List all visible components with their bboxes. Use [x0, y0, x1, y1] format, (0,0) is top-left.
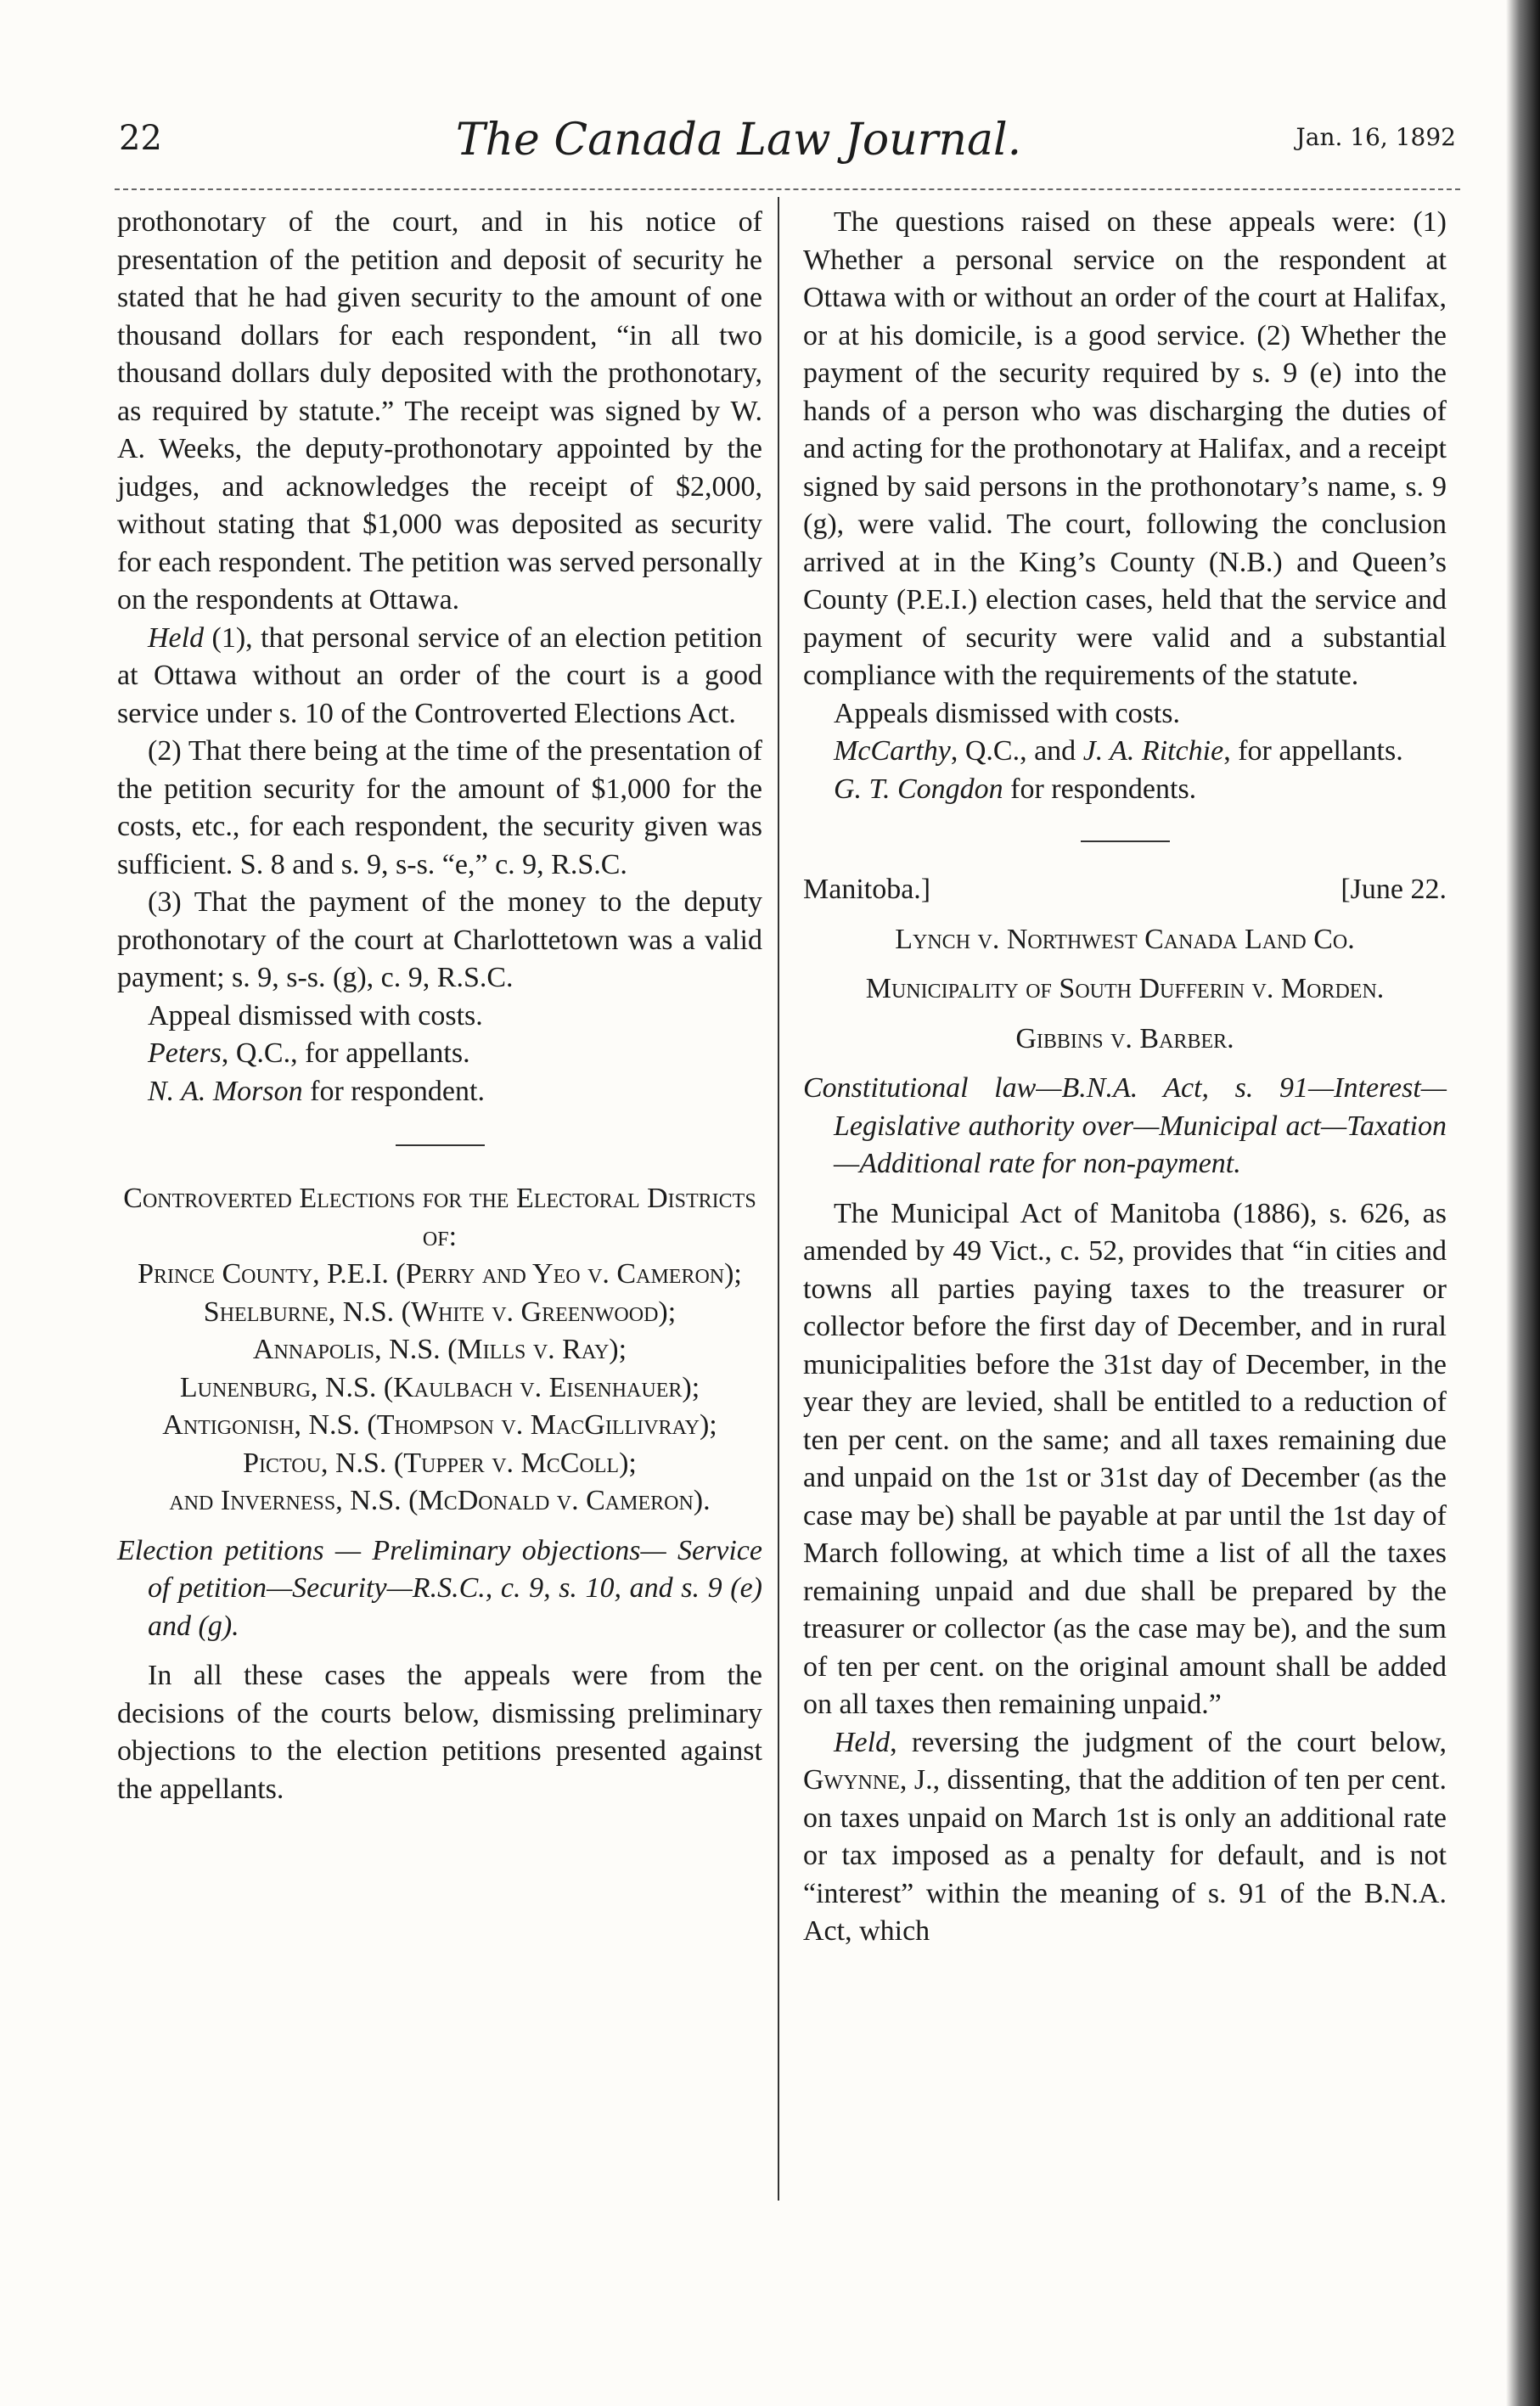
headnote: Constitutional law—B.N.A. Act, s. 91—Interest—Legislative authority over—Municipal act—Taxation—Additional rate for non-payment. — [803, 1072, 1447, 1179]
case-heading-line: Antigonish, N.S. (Thompson v. MacGillivray); — [162, 1409, 717, 1441]
counsel-text: for respondent. — [302, 1075, 485, 1107]
holding-2: (2) That there being at the time of the presentation of the petition security for the amount of $1,000 for the costs, etc., for each respondent, the security given was sufficient. S. 8 and s. 9, s-s. “e,” c. 9, R.S.C. — [117, 735, 762, 880]
counsel-name: Peters — [148, 1037, 222, 1069]
left-column — [117, 204, 762, 1808]
held-label: Held — [148, 621, 205, 654]
counsel-name: J. A. Ritchie — [1082, 735, 1224, 767]
counsel-name: McCarthy — [834, 735, 951, 767]
court-line — [803, 871, 1447, 909]
column-divider — [778, 197, 779, 2201]
counsel-respondent — [117, 1073, 762, 1111]
holding — [803, 1724, 1447, 1951]
paragraph: The Municipal Act of Manitoba (1886), s. 626, as amended by 49 Vict., c. 52, provides that “in cities and towns all parties paying taxes to the treasurer or collector before the first day of December, and in rural municipalities before the 31st day of December, in the year they are levied, shall be entitled to a reduction of ten per cent. on the same; and all taxes remaining due and unpaid on the 1st or 31st day of December (as the case may be) shall be payable at par until the 1st day of March following, at which time a list of all the taxes remaining unpaid and due shall be prepared by the treasurer or collector (as the case may be), and the sum of ten per cent. on the original amount shall be added on all taxes then remaining unpaid.” — [803, 1197, 1447, 1720]
issue-date: Jan. 16, 1892 — [1296, 123, 1456, 151]
right-column — [803, 204, 1447, 1951]
case-title: Gibbins v. Barber. — [1015, 1022, 1234, 1054]
page-binding-edge — [1506, 0, 1540, 2406]
holding-text: (1), that personal service of an election petition at Ottawa without an order of the court is a good service under s. 10 of the Controverted Elections Act. — [117, 621, 762, 729]
counsel-appellants — [117, 1035, 762, 1073]
page-number: 22 — [119, 119, 162, 158]
case-heading-line: Controverted Elections for the Electoral Districts of: — [123, 1183, 756, 1252]
counsel-text: , Q.C., and — [950, 735, 1083, 767]
counsel-respondents — [803, 771, 1447, 809]
case-title: Lynch v. Northwest Canada Land Co. — [895, 923, 1355, 955]
case-heading-line: Pictou, N.S. (Tupper v. McColl); — [243, 1447, 637, 1479]
section-rule — [1081, 840, 1170, 842]
paragraph: prothonotary of the court, and in his notice of presentation of the petition and deposit of security he stated that he had given security to the amount of one thousand dollars for each respondent, “in all two thousand dollars duly deposited with the prothonotary, as required by statute.” The receipt was signed by W. A. Weeks, the deputy-prothonotary appointed by the judges, and acknowledges the receipt of $2,000, without stating that $1,000 was deposited as security for each respondent. The petition was served personally on the respondents at Ottawa. — [117, 206, 762, 616]
case-heading-line: Shelburne, N.S. (White v. Greenwood); — [203, 1296, 677, 1328]
paragraph: The questions raised on these appeals were: (1) Whether a personal service on the respondent at Ottawa with or without an order of the court at Halifax, or at his domicile, is a good service. (2) Whether the payment of the security required by s. 9 (e) into the hands of a person who was discharging the duties of and acting for the prothonotary at Halifax, and a receipt signed by said persons in the prothonotary’s name, s. 9 (g), were valid. The court, following the conclusion arrived at in the King’s County (N.B.) and Queen’s County (P.E.I.) election cases, held that the service and payment of security were valid and a substantial compliance with the requirements of the statute. — [803, 206, 1447, 691]
page-header — [0, 115, 1477, 183]
paragraph: In all these cases the appeals were from the decisions of the courts below, dismissing preliminary objections to the election petitions presented against the appellants. — [117, 1660, 762, 1805]
case-heading-line: and Inverness, N.S. (McDonald v. Cameron). — [169, 1485, 711, 1516]
held-label: Held — [834, 1726, 891, 1758]
province: Manitoba.] — [803, 874, 931, 905]
holding-text: , reversing the judgment of the court below, — [890, 1726, 1447, 1758]
case-heading-line: Lunenburg, N.S. (Kaulbach v. Eisenhauer); — [179, 1371, 700, 1403]
counsel-appellants — [803, 733, 1447, 771]
case-heading-line: Annapolis, N.S. (Mills v. Ray); — [252, 1334, 627, 1365]
counsel-text: , for appellants. — [1223, 735, 1403, 767]
holding-text: , dissenting, that the addition of ten per cent. on taxes unpaid on March 1st is only an additional rate or tax imposed as a penalty for default, and is not “interest” within the meaning of s. 91 of the B.N.A. Act, which — [803, 1764, 1447, 1947]
case-heading-line: Prince County, P.E.I. (Perry and Yeo v. Cameron); — [138, 1258, 742, 1290]
case-title: Municipality of South Dufferin v. Morden. — [865, 973, 1385, 1004]
header-rule — [115, 188, 1460, 190]
disposition: Appeals dismissed with costs. — [834, 697, 1180, 729]
disposition: Appeal dismissed with costs. — [148, 999, 483, 1032]
headnote: Election petitions — Preliminary objections— Service of petition—Security—R.S.C., c. 9, s. 10, and s. 9 (e) and (g). — [117, 1534, 762, 1642]
counsel-text: , Q.C., for appellants. — [221, 1037, 470, 1069]
holding-1 — [117, 620, 762, 734]
counsel-name: N. A. Morson — [148, 1075, 303, 1107]
counsel-name: G. T. Congdon — [834, 773, 1003, 805]
counsel-text: for respondents. — [1003, 773, 1197, 805]
section-rule — [396, 1144, 485, 1146]
case-date: [June 22. — [1340, 874, 1447, 905]
holding-3: (3) That the payment of the money to the deputy prothonotary of the court at Charlottetown was a valid payment; s. 9, s-s. (g), c. 9, R.S.C. — [117, 886, 762, 993]
judge-name: Gwynne, J. — [803, 1764, 933, 1796]
journal-title: The Canada Law Journal. — [455, 115, 1022, 166]
